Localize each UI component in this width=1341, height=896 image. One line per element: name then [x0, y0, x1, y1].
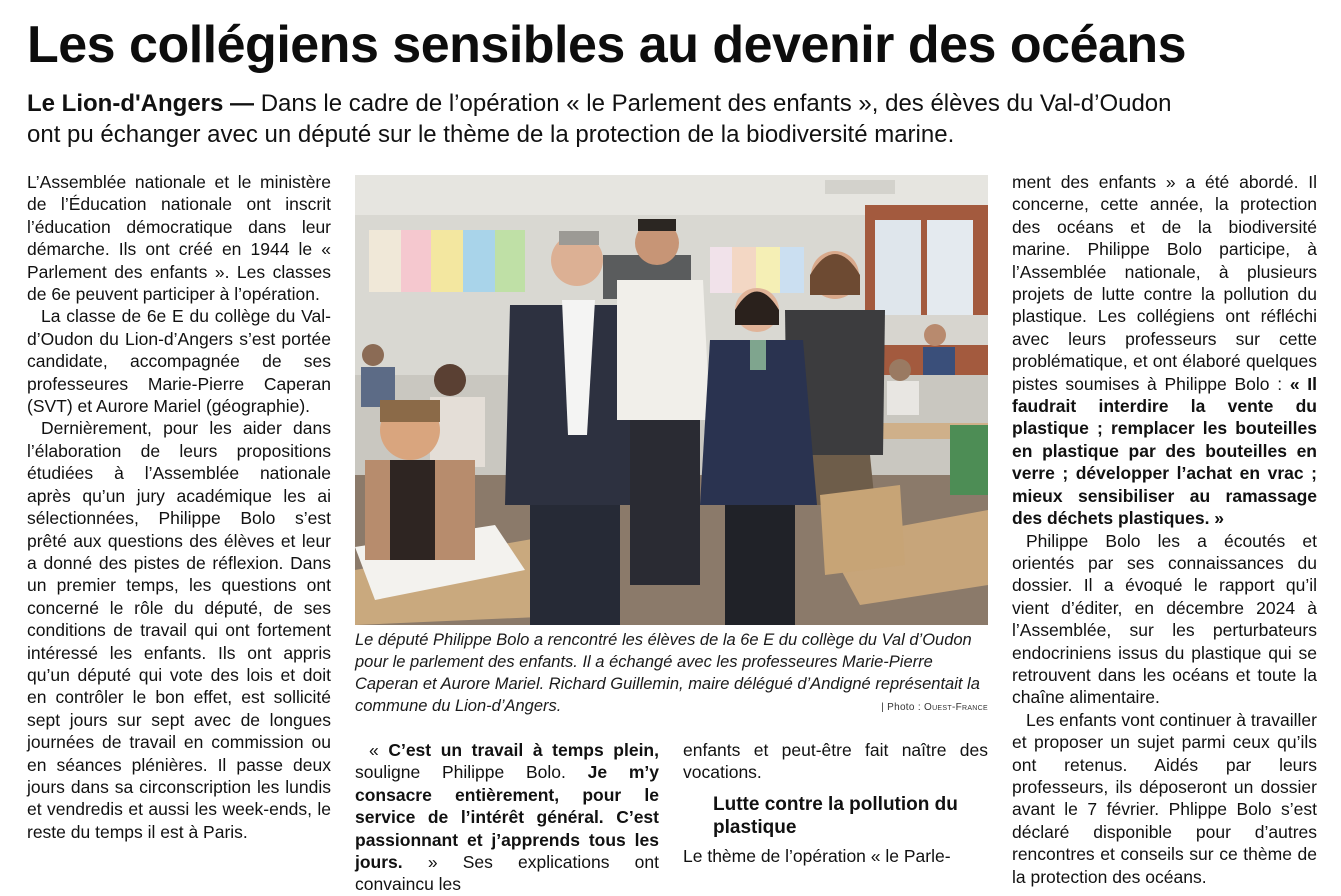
attribution: souligne Philippe Bolo.	[355, 762, 588, 783]
headline: Les collégiens sensibles au devenir des océans	[27, 16, 1187, 74]
paragraph: Les enfants vont continuer à travailler et proposer un sujet parmi ceux qu’ils ont retenus. Aidés par leurs professeurs, ils déposeront un dossier avant le 7 février. Phlippe Bolo s’est déclaré disponible pour d’autres rencontres et conseils sur ce thème de la protection des océans.	[1012, 709, 1317, 887]
paragraph-continuation: » Ses explications ont convaincu les	[355, 852, 659, 895]
article-photo	[355, 175, 988, 625]
standfirst-text: Dans le cadre de l’opération « le Parlement des enfants », des élèves du Val-d’Oudon ont pu échanger avec un député sur le thème de la protection de la biodiversité marine.	[27, 90, 1172, 148]
photo-caption: Le député Philippe Bolo a rencontré les élèves de la 6e E du collège du Val d’Oudon pour le parlement des enfants. Il a échangé avec les professeures Marie-Pierre Caperan et Aurore Mariel. Richard Guillemin, maire délégué d’Andigné représentait la commune du Lion-d’Angers.	[355, 631, 980, 715]
quote-open: «	[369, 740, 389, 760]
article-column-2b	[683, 739, 988, 867]
quote-bold: C’est un travail à temps plein,	[388, 740, 659, 760]
classroom-photo-illustration	[355, 175, 988, 625]
subheading: Lutte contre la pollution du plastique	[713, 793, 958, 838]
photo-credit-label: | Photo :	[881, 702, 921, 713]
paragraph: Dernièrement, pour les aider dans l’élaboration de leurs propositions étudiées à l’Assemblée nationale après qu’un jury académique les ai sélectionnées, Philippe Bolo s’est prêté aux questions des élèves et leur a donné des pistes de réflexion. Dans un premier temps, les questions ont concerné le rôle du député, de ses conditions de travail qui ont fortement intéressé les enfants. Ils ont appris qu’un député qui vote des lois et doit en contrôler le bon effet, est sollicité sept jours sur sept avec de longues journées de travail en commission ou en séances plénières. Il passe deux jours dans sa circonscription les lundis et vendredis et aussi les week-ends, le reste du temps il est à Paris.	[27, 418, 331, 842]
quote-bold: Je m’y consacre entièrement, pour le service de l’intérêt général. C’est passionnant et j’apprends tous les jours.	[355, 762, 660, 873]
article-column-3	[1012, 171, 1317, 888]
paragraph	[1012, 171, 1317, 530]
paragraph: Philippe Bolo les a écoutés et orientés par ses connaissances du dossier. Il a évoqué le rapport qu’il vient d’éditer, en décembre 2024 à l’Assemblée, sur les perturbateurs endocriniens issus du plastique qui se retrouvent dans les océans et toute la chaîne alimentaire.	[1012, 530, 1317, 708]
paragraph: La classe de 6e E du collège du Val-d’Oudon du Lion-d’Angers s’est portée candidate, accompagnée de ses professeures Marie-Pierre Caperan (SVT) et Aurore Mariel (géographie).	[27, 306, 331, 417]
photo-credit	[868, 702, 988, 713]
paragraph	[355, 739, 659, 896]
paragraph: enfants et peut-être fait naître des vocations.	[683, 740, 988, 783]
paragraph: Le thème de l’opération « le Parle-	[683, 845, 951, 866]
paragraph: L’Assemblée nationale et le ministère de l’Éducation nationale ont inscrit l’éducation démocratique dans leur démarche. Ils ont créé en 1944 le « Parlement des enfants ». Les classes de 6e peuvent participer à l’opération.	[27, 172, 331, 305]
proposals-quote: « Il faudrait interdire la vente du plastique ; remplacer les bouteilles en plastique par des bouteilles en verre ; développer l’achat en vrac ; mieux sensibiliser au ramassage des déchets plastiques. »	[1012, 373, 1317, 529]
dateline-place: Le Lion-d'Angers —	[27, 90, 255, 117]
photo-credit-source: Ouest-France	[924, 702, 988, 713]
paragraph-text: ment des enfants » a été abordé. Il concerne, cette année, la protection des océans et de la biodiversité marine. Philippe Bolo participe, à l’Assemblée nationale, à plusieurs projets de lutte contre la pollution du plastique. Les collégiens ont réfléchi avec leurs professeurs sur cette problématique, et ont élaboré quelques pistes soumises à Philippe Bolo :	[1012, 172, 1317, 394]
standfirst	[27, 88, 1177, 150]
article-column-2a	[355, 739, 659, 896]
article-column-1	[27, 171, 331, 843]
